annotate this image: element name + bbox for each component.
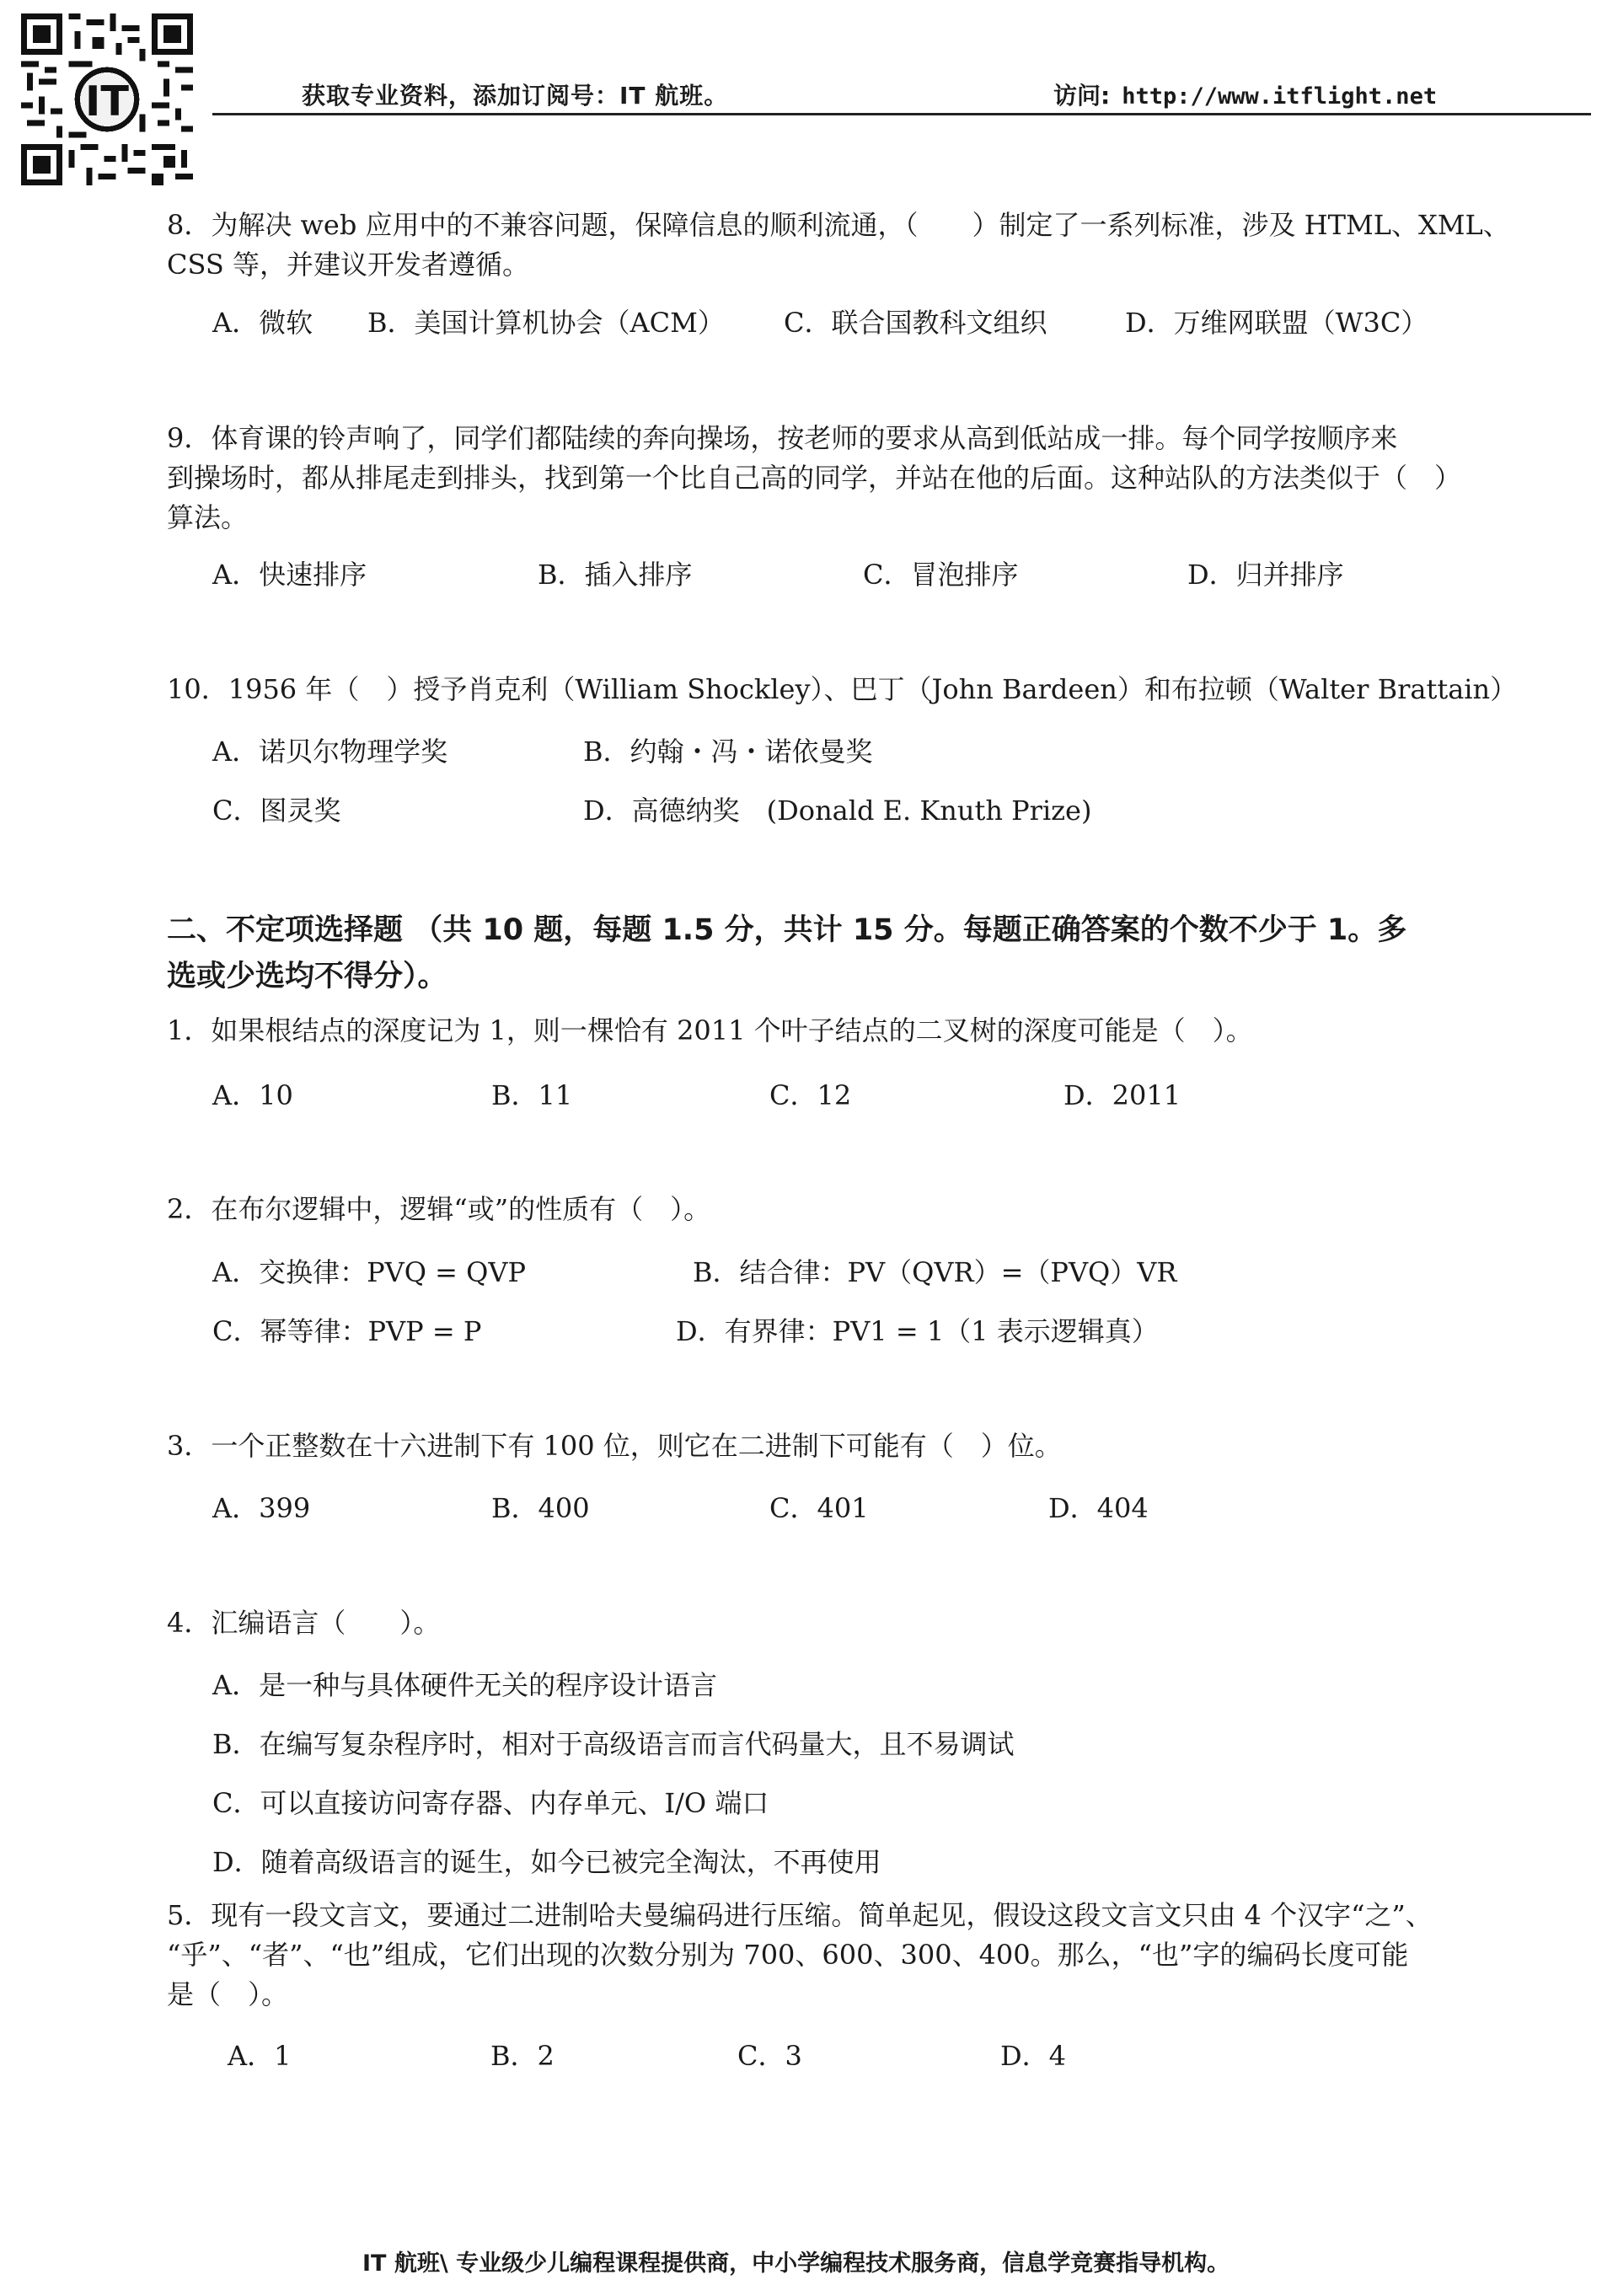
option-a: A．10: [212, 1079, 293, 1111]
header-url-link[interactable]: http://www.itflight.net: [1122, 83, 1438, 110]
option-b: B．400: [491, 1492, 590, 1524]
question-10: [167, 670, 1591, 709]
option-c: C．3: [737, 2040, 802, 2072]
option-d: D．高德纳奖 (Donald E. Knuth Prize): [583, 795, 1092, 827]
option-d: D．2011: [1063, 1079, 1181, 1111]
s2-question-4: [167, 1603, 1591, 1643]
option-c: C．幂等律：PVP = P: [212, 1315, 482, 1347]
s2-question-5: [167, 1896, 1591, 2015]
option-d: D．有界律：PV1 = 1（1 表示逻辑真）: [676, 1315, 1159, 1347]
option-b: B．美国计算机协会（ACM）: [367, 307, 725, 339]
question-text: 5．现有一段文言文，要通过二进制哈夫曼编码进行压缩。简单起见，假设这段文言文只由 4 个汉字“之”、: [167, 1899, 1433, 1931]
option-c: C．401: [769, 1492, 869, 1524]
section-heading-line: 二、不定项选择题 （共 10 题，每题 1.5 分，共计 15 分。每题正确答案的个数不少于 1。多: [167, 913, 1407, 947]
s2-question-1: [167, 1011, 1591, 1051]
header-divider: [212, 113, 1591, 115]
option-a: A．快速排序: [212, 559, 367, 591]
option-b: B．在编写复杂程序时，相对于高级语言而言代码量大，且不易调试: [212, 1728, 1015, 1760]
question-text: 3．一个正整数在十六进制下有 100 位，则它在二进制下可能有（ ）位。: [167, 1430, 1062, 1462]
question-text: 9．体育课的铃声响了，同学们都陆续的奔向操场，按老师的要求从高到低站成一排。每个同学按顺序来: [167, 422, 1398, 454]
question-9: [167, 419, 1591, 538]
option-a: A．399: [212, 1492, 311, 1524]
option-a: A．微软: [212, 307, 313, 339]
question-text: 8．为解决 web 应用中的不兼容问题，保障信息的顺利流通，（ ）制定了一系列标准，涉及 HTML、XML、: [167, 209, 1510, 241]
option-a: A．1: [228, 2040, 292, 2072]
option-d: D．万维网联盟（W3C）: [1125, 307, 1428, 339]
option-d: D．4: [1000, 2040, 1067, 2072]
section-heading-line: 选或少选均不得分）。: [167, 960, 447, 993]
question-text: CSS 等，并建议开发者遵循。: [167, 249, 529, 281]
header-visit: [1053, 78, 1437, 111]
question-text: 1．如果根结点的深度记为 1，则一棵恰有 2011 个叶子结点的二叉树的深度可能是（ ）。: [167, 1014, 1253, 1046]
option-a: A．交换律：PVQ = QVP: [212, 1256, 527, 1288]
s2-question-2: [167, 1190, 1591, 1229]
option-c: C．联合国教科文组织: [784, 307, 1047, 339]
s2-question-3: [167, 1426, 1591, 1466]
header-subscribe-text: 获取专业资料，添加订阅号：IT 航班。: [302, 82, 729, 110]
question-text: 到操场时，都从排尾走到排头，找到第一个比自己高的同学，并站在他的后面。这种站队的方法类似于（ ）: [167, 462, 1462, 494]
option-d: D．404: [1048, 1492, 1149, 1524]
question-8: [167, 206, 1591, 285]
question-text: 4．汇编语言（ ）。: [167, 1607, 441, 1639]
option-c: C．冒泡排序: [863, 559, 1019, 591]
header-visit-label: 访问:: [1053, 82, 1111, 110]
qr-code-icon: [15, 13, 199, 185]
option-d: D．归并排序: [1187, 559, 1344, 591]
question-text: “乎”、“者”、“也”组成，它们出现的次数分别为 700、600、300、400。那么，“也”字的编码长度可能: [167, 1939, 1409, 1971]
svg-text:IT: IT: [85, 76, 129, 126]
option-b: B．2: [490, 2040, 555, 2072]
option-b: B．约翰・冯・诺依曼奖: [583, 736, 873, 768]
option-d: D．随着高级语言的诞生，如今已被完全淘汰，不再使用: [212, 1846, 881, 1878]
option-c: C．可以直接访问寄存器、内存单元、I/O 端口: [212, 1787, 769, 1819]
question-text: 是（ ）。: [167, 1978, 289, 2010]
page-footer: IT 航班\ 专业级少儿编程课程提供商，中小学编程技术服务商，信息学竞赛指导机构。: [362, 2251, 1230, 2277]
question-text: 算法。: [167, 501, 249, 533]
option-b: B．插入排序: [538, 559, 693, 591]
option-b: B．11: [491, 1079, 573, 1111]
section-2-heading: [167, 907, 1599, 1000]
option-a: A．诺贝尔物理学奖: [212, 736, 448, 768]
option-b: B．结合律：PV（QVR）=（PVQ）VR: [693, 1256, 1177, 1288]
question-text: 10．1956 年（ ）授予肖克利（William Shockley）、巴丁（John Bardeen）和布拉顿（Walter Brattain）: [167, 673, 1518, 705]
option-a: A．是一种与具体硬件无关的程序设计语言: [212, 1669, 718, 1701]
question-text: 2．在布尔逻辑中，逻辑“或”的性质有（ ）。: [167, 1193, 711, 1225]
option-c: C．12: [769, 1079, 852, 1111]
option-c: C．图灵奖: [212, 795, 341, 827]
